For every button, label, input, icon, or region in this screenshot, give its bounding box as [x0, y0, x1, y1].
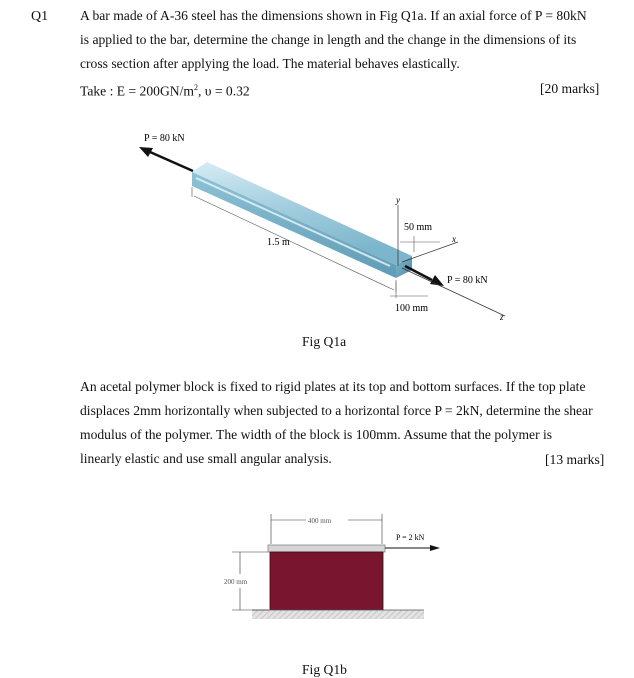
width-dimension: [400, 236, 440, 252]
part-b-line-1: An acetal polymer block is fixed to rigid plates at its top and bottom surfaces. If the top plate: [80, 379, 586, 394]
force-label-left: P = 80 kN: [144, 133, 185, 144]
bottom-plate: [252, 610, 424, 619]
bar-body: [192, 162, 412, 278]
bar-side-face: [192, 172, 396, 278]
axis-x-label: x: [452, 234, 456, 244]
force-label-right: P = 80 kN: [447, 275, 488, 286]
take-label: Take : E = 200GN/m: [80, 83, 194, 99]
part-b-line-2: displaces 2mm horizontally when subjected to a horizontal force P = 2kN, determine the shear: [80, 403, 593, 418]
depth-label: 100 mm: [395, 303, 429, 314]
axis-y-label: y: [396, 195, 400, 205]
block-width-label: 400 mm: [308, 517, 332, 525]
length-label: 1.5 m: [267, 237, 290, 248]
depth-dimension: [390, 282, 428, 298]
force-arrow-right: [405, 266, 444, 286]
axis-z-label: z: [500, 312, 504, 322]
force-arrow-left: [139, 147, 193, 171]
take-exponent: 2: [193, 83, 198, 92]
fig-q1b-caption: Fig Q1b: [302, 662, 347, 677]
fig-q1a-caption: Fig Q1a: [302, 334, 347, 349]
block-height-label: 200 mm: [224, 578, 248, 586]
part-a-marks: [20 marks]: [540, 81, 600, 96]
top-plate: [268, 545, 385, 552]
force-arrow: [385, 545, 440, 551]
question-number: Q1: [31, 9, 49, 24]
polymer-block: [270, 552, 383, 610]
take-rest: , υ = 0.32: [197, 83, 250, 99]
bar-top-face: [192, 162, 412, 265]
width-label: 50 mm: [404, 222, 433, 233]
part-b-line-4: linearly elastic and use small angular analysis.: [80, 451, 332, 466]
part-b-line-3: modulus of the polymer. The width of the block is 100mm. Assume that the polymer is: [80, 427, 553, 442]
part-b-marks: [13 marks]: [545, 452, 605, 467]
part-a-line-3: cross section after applying the load. The material behaves elastically.: [80, 56, 460, 71]
part-a-line-1: A bar made of A-36 steel has the dimensions shown in Fig Q1a. If an axial force of P = 80kN: [80, 8, 587, 23]
force-label: P = 2 kN: [396, 533, 425, 542]
part-a-line-2: is applied to the bar, determine the change in length and the change in the dimensions of its: [80, 32, 577, 47]
figure-q1b: [0, 490, 634, 640]
